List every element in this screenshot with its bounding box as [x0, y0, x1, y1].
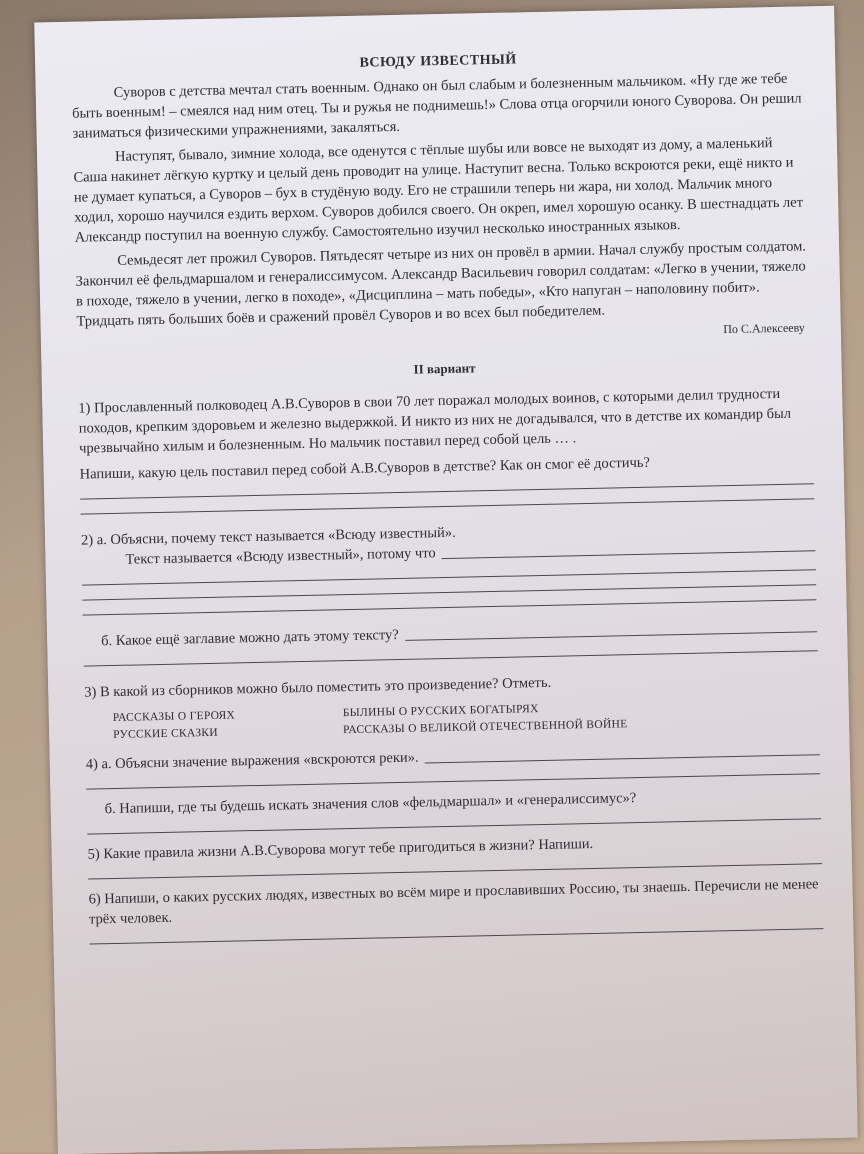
story-author: По С.Алексееву	[723, 320, 805, 337]
story-paragraph-2: Наступят, бывало, зимние холода, все оденутся с тёплые шубы или вовсе не выходят из дому, а маленький Саша накинет лёгкую куртку и целый день проводит на улице. Наступит весна. Только вскроются реки, ещё никто и не думает купаться, а Суворов – бух в студёную воду. Его не страшили теперь ни жара, ни холод. Мальчик много ходил, хорошо научился ездить верхом. Суворов добился своего. Он окреп, имел хорошую осанку. В шестнадцать лет Александр поступил на военную службу. Самостоятельно изучил несколько иностранных языков.	[73, 135, 804, 246]
worksheet-page	[34, 6, 858, 1154]
answer-line[interactable]	[80, 483, 814, 499]
question-4b-text: б. Напиши, где ты будешь искать значения слов «фельдмаршал» и «генералиссимус»?	[104, 790, 637, 818]
question-2a-text: 2) а. Объясни, почему текст называется «Всюду известный».	[80, 524, 456, 549]
answer-line[interactable]	[82, 569, 816, 585]
answer-line[interactable]	[442, 550, 816, 559]
variant-heading: II вариант	[413, 360, 476, 377]
option-heroes-stories[interactable]: РАССКАЗЫ О ГЕРОЯХ	[112, 709, 236, 725]
answer-line[interactable]	[90, 928, 824, 944]
story-title: ВСЮДУ ИЗВЕСТНЫЙ	[359, 52, 517, 71]
option-russian-tales[interactable]: РУССКИЕ СКАЗКИ	[113, 726, 219, 742]
question-1-prompt: Напиши, какую цель поставил перед собой А.В.Суворов в детстве? Как он смог её достичь?	[79, 454, 651, 483]
option-war-stories[interactable]: РАССКАЗЫ О ВЕЛИКОЙ ОТЕЧЕСТВЕННОЙ ВОЙНЕ	[342, 718, 628, 737]
question-3-text: 3) В какой из сборников можно было поместить это произведение? Отметь.	[84, 674, 552, 701]
answer-line[interactable]	[82, 584, 816, 600]
answer-line[interactable]	[405, 631, 817, 641]
question-4a-text: 4) а. Объясни значение выражения «вскроются реки».	[85, 749, 419, 773]
option-bylinas[interactable]: БЫЛИНЫ О РУССКИХ БОГАТЫРЯХ	[342, 703, 539, 720]
story-paragraph-1: Суворов с детства мечтал стать военным. Однако он был слабым и болезненным мальчиком. «Ну где же тебе быть военным! – смеялся над ним отец. Ты и ружья не поднимешь!» Слова отца огорчили юного Суворова. Он решил заниматься физическими упражнениями, закаляться.	[71, 70, 802, 142]
question-2b-text: б. Какое ещё заглавие можно дать этому тексту?	[101, 627, 399, 650]
answer-line[interactable]	[425, 754, 820, 763]
question-6-text: 6) Напиши, о каких русских людях, известных во всём мире и прославивших Россию, ты знаешь. Перечисли не менее трёх человек.	[88, 876, 819, 928]
collection-options	[113, 695, 820, 744]
question-5-text: 5) Какие правила жизни А.В.Суворова могут тебе пригодиться в жизни? Напиши.	[87, 835, 594, 863]
story-paragraph-3: Семьдесят лет прожил Суворов. Пятьдесят четыре из них он провёл в армии. Начал службу простым солдатом. Закончил её фельдмаршалом и генералиссимусом. Александр Васильевич говорил солдатам: «Легко в учении, тяжело в походе, тяжело в учении, легко в походе», «Дисциплина – мать победы», «Кто напуган – наполовину побит». Тридцать пять больших боёв и сражений провёл Суворов и во всех был победителем.	[75, 238, 807, 330]
question-2a-stem: Текст называется «Всюду известный», потому что	[125, 545, 436, 568]
question-1-text: 1) Прославленный полководец А.В.Суворов в свои 70 лет поражал молодых воинов, с которыми делил трудности походов, крепким здоровьем и железно выдержкой. И никто из них не догадывался, что в детстве их командир был чрезвычайно хилым и болезненным. Но мальчик поставил перед собой цель … .	[78, 385, 792, 457]
